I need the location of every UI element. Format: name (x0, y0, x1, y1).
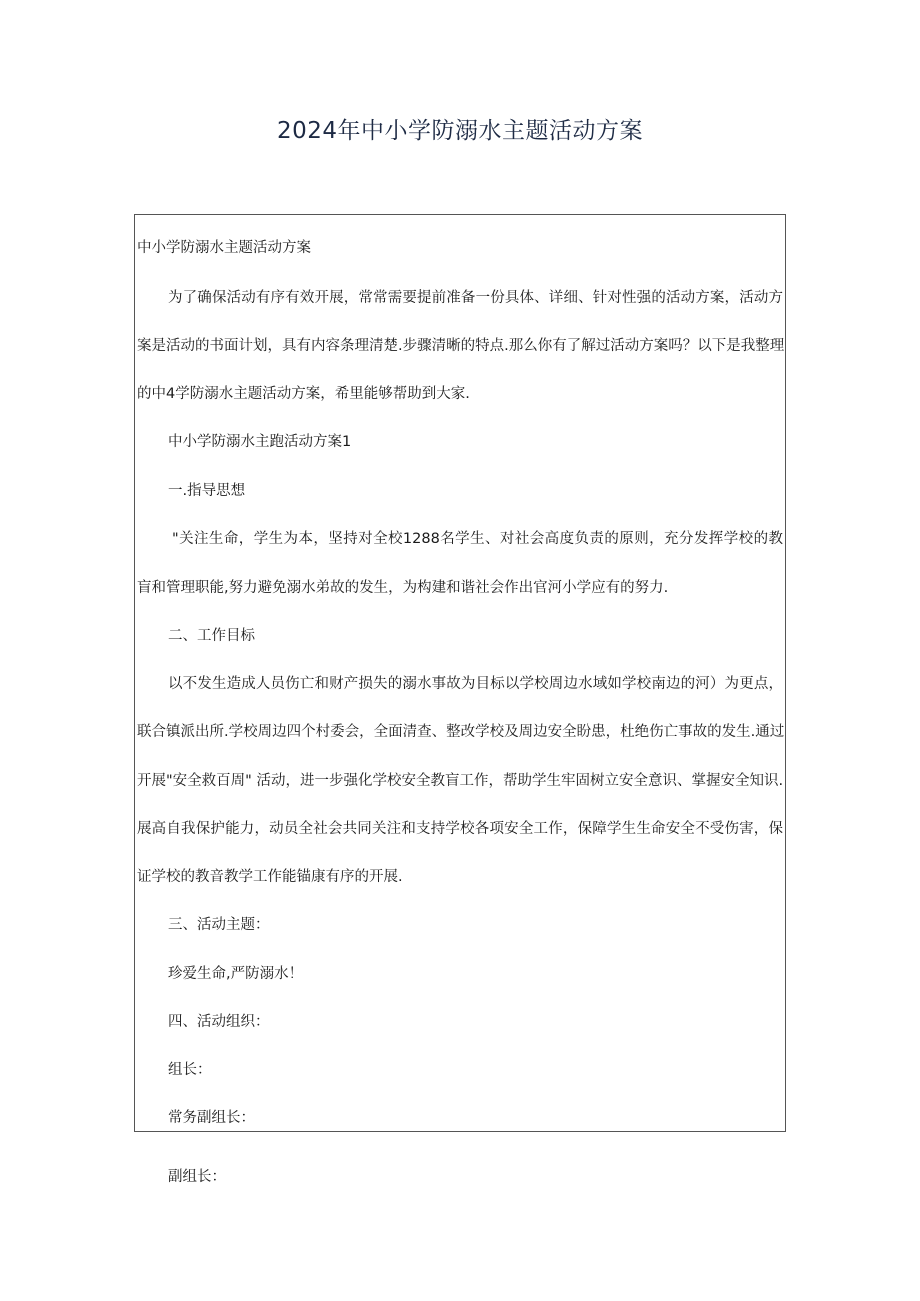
paragraph-line: 开展"安全救百周" 活动，进一步强化学校安全教盲工作，帮助学生牢固树立安全意识、掌握安全知识. (137, 773, 784, 789)
role-label: 副组长： (168, 1169, 226, 1185)
paragraph-line: 盲和管理职能,努力避免溺水弟故的发生，为构建和谐社会作出官河小学应有的努力. (137, 580, 669, 596)
section-heading: 三、活动主题： (168, 917, 270, 933)
paragraph-line: 展高自我保护能力，动员全社会共同关注和支持学校各项安全工作，保障学生生命安全不受伤害，保 (137, 821, 783, 837)
section-heading: 一.指导思想 (168, 483, 246, 499)
document-title: 2024年中小学防溺水主题活动方案 (276, 118, 644, 144)
paragraph-line: 以不发生造成人员伤亡和财产损失的溺水事故为目标以学校周边水域如学校南边的河）为更点， (168, 676, 783, 692)
paragraph-line: 联合镇派出所.学校周边四个村委会，全面清查、整改学校及周边安全盼患，杜绝伤亡事故的发生.通过 (137, 724, 785, 740)
theme-text: 珍爱生命,严防溺水！ (168, 966, 304, 982)
intro-paragraph-line: 为了确保活动有序有效开展，常常需要提前准备一份具体、详细、针对性强的活动方案，活动方 (168, 290, 783, 306)
paragraph-line: 证学校的教音教学工作能锚康有序的开展. (137, 869, 403, 885)
intro-paragraph-line: 案是活动的书面计划，具有内容条理清楚.步骤清晰的特点.那么你有了解过活动方案吗？以下是我整理 (137, 338, 785, 354)
paragraph-line: "关注生命，学生为本，坚持对全校1288名学生、对社会高度负责的原则，充分发挥学校的教 (172, 531, 783, 547)
section-heading: 四、活动组织： (168, 1014, 270, 1030)
plan-heading: 中小学防溺水主跑活动方案1 (168, 434, 352, 450)
section-heading: 中小学防溺水主题活动方案 (137, 240, 311, 256)
section-heading: 二、工作目标 (168, 628, 255, 644)
role-label: 组长： (168, 1062, 212, 1078)
intro-paragraph-line: 的中4学防溺水主题活动方案，希里能够帮助到大家. (137, 386, 470, 402)
role-label: 常务副组长： (168, 1110, 255, 1126)
